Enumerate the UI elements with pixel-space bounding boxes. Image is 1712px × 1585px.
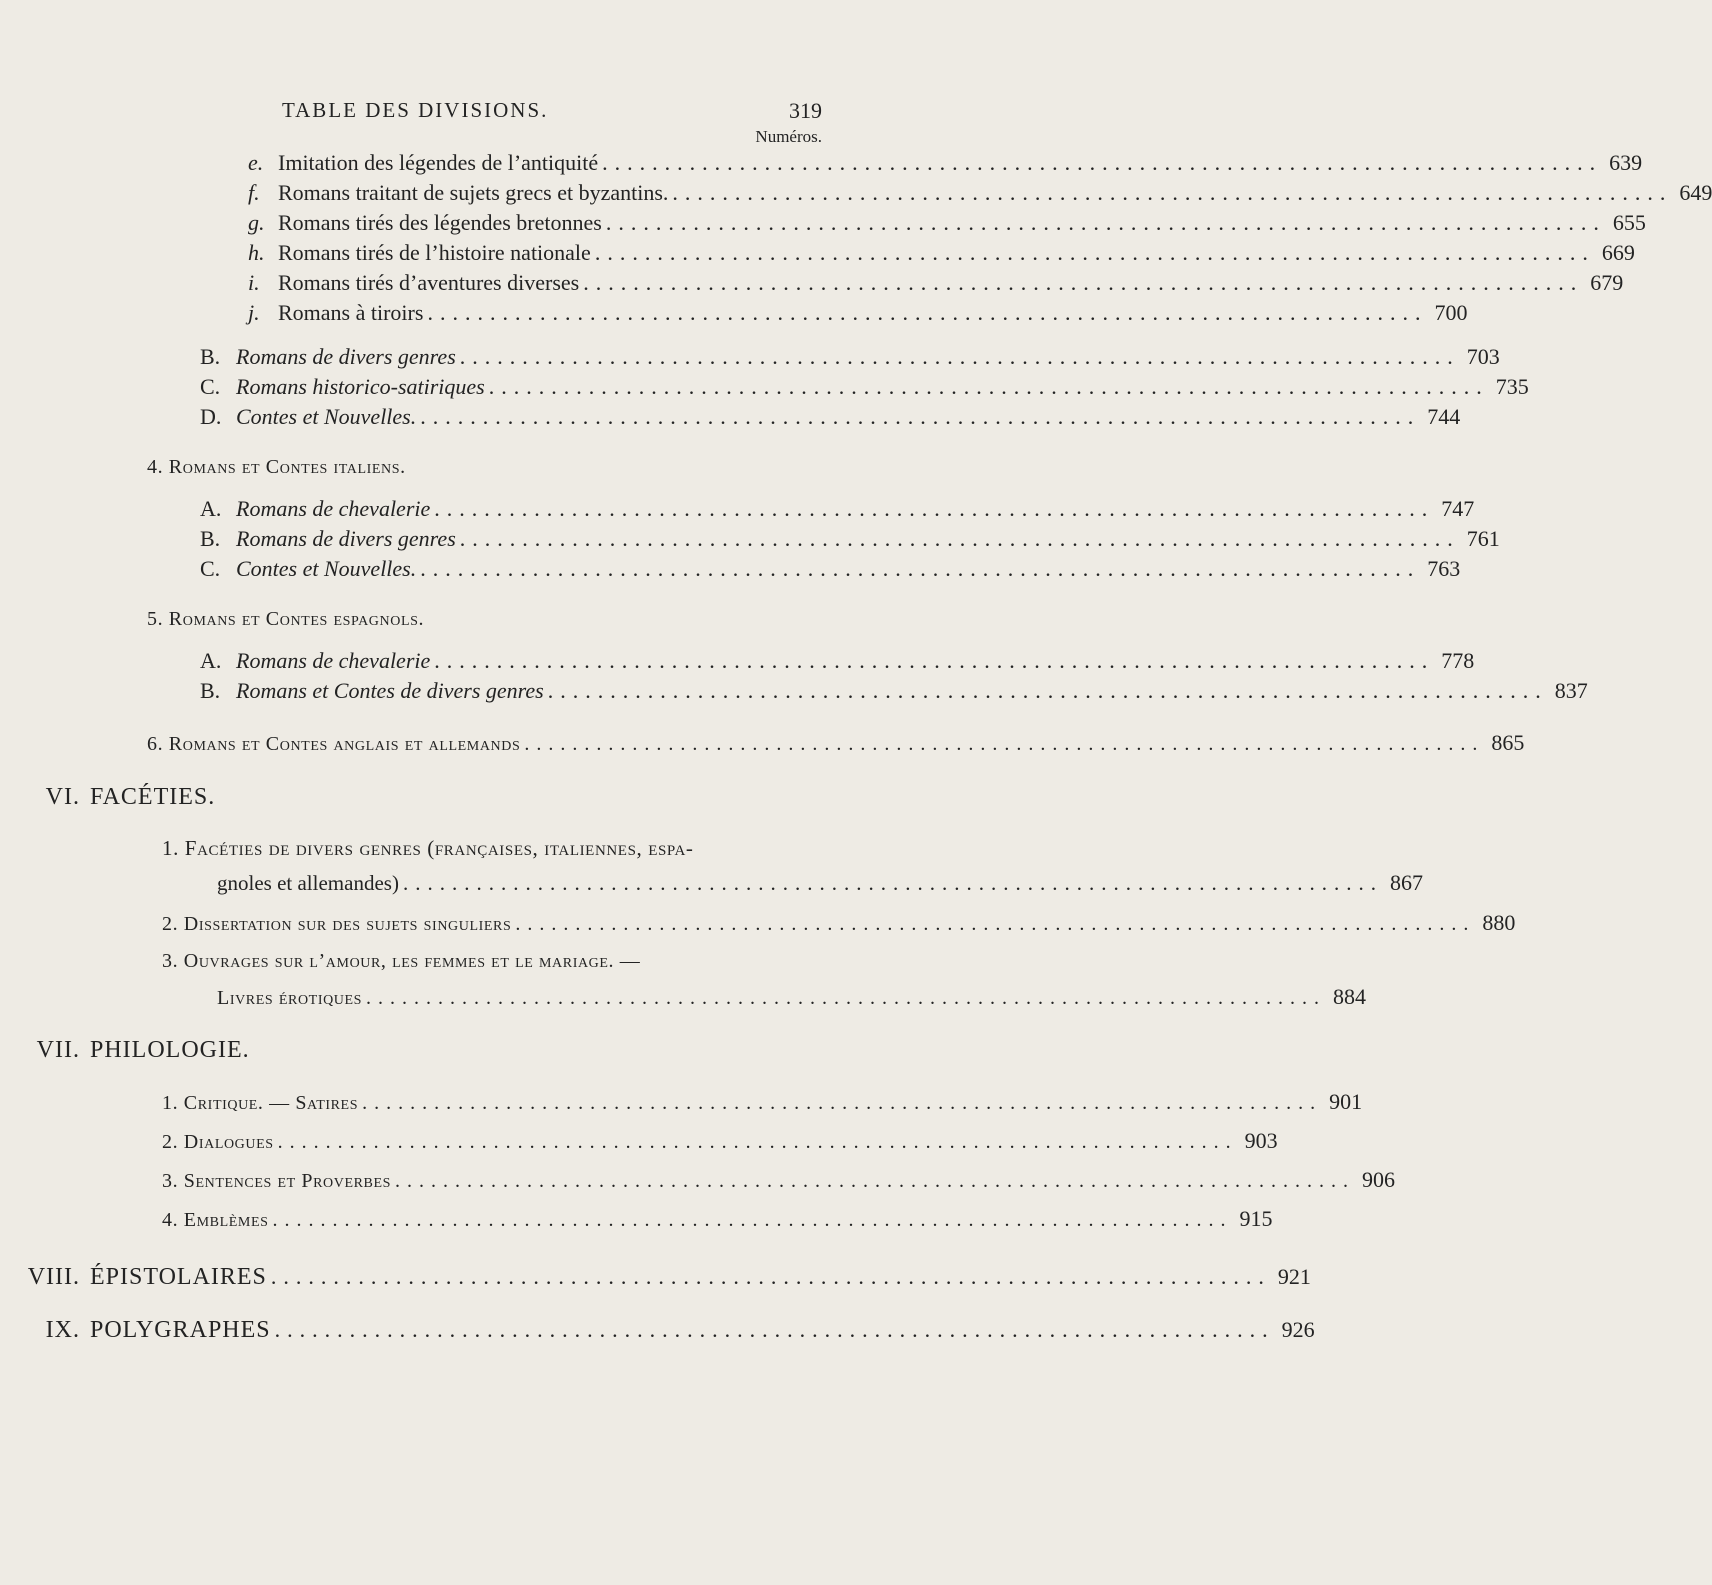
dot-leader: ................................................................................	[366, 987, 1327, 1009]
entry-label	[162, 950, 640, 973]
entry-label: Romans traitant de sujets grecs et byzantins.	[278, 180, 669, 205]
part-heading-label	[10, 1317, 271, 1344]
toc-entry	[248, 150, 1643, 176]
entry-marker: g.	[248, 210, 265, 235]
toc-entry	[248, 180, 1712, 206]
entry-marker: h.	[248, 240, 265, 265]
entry-number: 655	[1612, 210, 1646, 235]
entry-label: Romans et Contes de divers genres	[236, 678, 544, 703]
part-title: PHILOLOGIE.	[90, 1037, 250, 1063]
entry-label: Romans à tiroirs	[278, 300, 424, 325]
part-title: FACÉTIES.	[90, 784, 216, 810]
entry-label: Romans tirés de l’histoire nationale	[278, 240, 591, 265]
dot-leader: ................................................................................	[515, 913, 1476, 935]
entry-label: Contes et Nouvelles.	[236, 404, 417, 429]
toc-entry	[200, 648, 1475, 674]
dot-leader: ................................................................................	[420, 404, 1421, 429]
toc-entry	[200, 678, 1588, 704]
part-title: POLYGRAPHES	[90, 1317, 271, 1343]
part-numeral: VII.	[36, 1037, 80, 1063]
entry-number: 903	[1244, 1128, 1278, 1153]
entry-number: 669	[1601, 240, 1635, 265]
entry-marker: C.	[200, 556, 221, 581]
entry-label: Livres érotiques	[217, 987, 363, 1009]
entry-label: Romans tirés des légendes bretonnes	[278, 210, 602, 235]
toc-entry	[217, 984, 1367, 1010]
part-heading-label	[10, 1264, 267, 1291]
dot-leader: ................................................................................	[547, 678, 1548, 703]
dot-leader: ................................................................................	[272, 1209, 1233, 1231]
entry-number: 906	[1362, 1167, 1396, 1192]
dot-leader: ................................................................................	[459, 526, 1460, 551]
entry-number: 926	[1281, 1317, 1315, 1342]
entry-number: 880	[1482, 910, 1516, 935]
dot-leader: ................................................................................	[362, 1092, 1323, 1114]
entry-label: Imitation des légendes de l’antiquité	[278, 150, 599, 175]
entry-number: 763	[1427, 556, 1461, 581]
toc-entry	[200, 374, 1529, 400]
dot-leader: ................................................................................	[488, 374, 1489, 399]
entry-label-line: 1. Facéties de divers genres (françaises, italiennes, espa-	[162, 836, 694, 860]
page-header-title: TABLE DES DIVISIONS.	[282, 98, 549, 122]
entry-number: 747	[1441, 496, 1475, 521]
dot-leader: ................................................................................	[395, 1170, 1356, 1192]
entry-marker: e.	[248, 150, 264, 175]
dot-leader: ................................................................................	[605, 210, 1606, 235]
toc-entry	[162, 1167, 1396, 1193]
entry-number: 915	[1239, 1206, 1273, 1231]
entry-number: 921	[1277, 1264, 1311, 1289]
entry-label: 3. Sentences et Proverbes	[162, 1170, 392, 1192]
dot-leader: ................................................................................	[672, 180, 1673, 205]
dot-leader: ................................................................................	[270, 1264, 1271, 1289]
entry-number: 679	[1590, 270, 1624, 295]
entry-marker: f.	[248, 180, 260, 205]
toc-entry	[217, 870, 1423, 896]
entry-number: 837	[1554, 678, 1588, 703]
dot-leader: ................................................................................	[434, 496, 1435, 521]
dot-leader: ................................................................................	[277, 1131, 1238, 1153]
dot-leader: ................................................................................	[420, 556, 1421, 581]
part-title: ÉPISTOLAIRES	[90, 1264, 267, 1290]
toc-entry	[162, 910, 1516, 936]
entry-marker: A.	[200, 496, 222, 521]
entry-label	[162, 836, 694, 861]
part-heading	[10, 1037, 250, 1064]
dot-leader: ................................................................................	[602, 150, 1603, 175]
entry-marker: B.	[200, 678, 221, 703]
part-numeral: IX.	[45, 1317, 80, 1343]
entry-label: Romans tirés d’aventures diverses	[278, 270, 580, 295]
entry-marker: D.	[200, 404, 222, 429]
part-heading	[10, 1317, 1315, 1344]
toc-entry	[162, 1089, 1363, 1115]
entry-label: 2. Dialogues	[162, 1131, 274, 1153]
entry-marker: j.	[248, 300, 260, 325]
dot-leader: ................................................................................	[434, 648, 1435, 673]
toc-entry	[200, 404, 1461, 430]
dot-leader: ................................................................................	[427, 300, 1428, 325]
entry-label: Romans de chevalerie	[236, 496, 431, 521]
toc-entry	[248, 240, 1635, 266]
part-numeral: VI.	[45, 784, 80, 810]
toc-entry	[162, 1206, 1273, 1232]
entry-number: 761	[1466, 526, 1500, 551]
dot-leader: ................................................................................	[594, 240, 1595, 265]
entry-number: 703	[1466, 344, 1500, 369]
entry-label: Romans de divers genres	[236, 526, 456, 551]
entry-marker: i.	[248, 270, 260, 295]
dot-leader: ................................................................................	[274, 1317, 1275, 1342]
entry-number: 867	[1389, 870, 1423, 895]
entry-label: 4. Emblèmes	[162, 1209, 269, 1231]
dot-leader: ................................................................................	[524, 733, 1485, 755]
entry-label: 2. Dissertation sur des sujets singuliers	[162, 913, 512, 935]
entry-number: 639	[1609, 150, 1643, 175]
entry-label: 1. Critique. — Satires	[162, 1092, 359, 1114]
dot-leader: ................................................................................	[583, 270, 1584, 295]
entry-number: 649	[1679, 180, 1712, 205]
entry-marker: A.	[200, 648, 222, 673]
entry-label: Romans de chevalerie	[236, 648, 431, 673]
column-label: Numéros.	[755, 127, 822, 146]
entry-label: Romans de divers genres	[236, 344, 456, 369]
entry-label: 6. Romans et Contes anglais et allemands	[147, 733, 521, 755]
toc-entry	[200, 526, 1500, 552]
part-numeral: VIII.	[27, 1264, 80, 1290]
toc-entry	[147, 730, 1525, 756]
entry-number: 865	[1491, 730, 1525, 755]
entry-marker: B.	[200, 526, 221, 551]
toc-entry	[162, 1128, 1278, 1154]
toc-entry	[200, 344, 1500, 370]
entry-label-line: 3. Ouvrages sur l’amour, les femmes et le mariage. —	[162, 950, 641, 972]
entry-number: 744	[1427, 404, 1461, 429]
entry-label: Contes et Nouvelles.	[236, 556, 417, 581]
entry-number: 735	[1495, 374, 1529, 399]
entry-label: Romans historico-satiriques	[236, 374, 485, 399]
toc-entry	[248, 270, 1624, 296]
entry-label: gnoles et allemandes)	[217, 871, 399, 895]
entry-number: 884	[1333, 984, 1367, 1009]
section-heading: 4. Romans et Contes italiens.	[147, 456, 406, 478]
toc-entry	[200, 496, 1475, 522]
section-heading: 5. Romans et Contes espagnols.	[147, 608, 425, 630]
page-number: 319	[789, 98, 822, 123]
toc-entry	[200, 556, 1461, 582]
dot-leader: ................................................................................	[402, 871, 1383, 895]
entry-number: 901	[1329, 1089, 1363, 1114]
toc-entry	[248, 300, 1468, 326]
entry-marker: C.	[200, 374, 221, 399]
entry-marker: B.	[200, 344, 221, 369]
part-heading	[10, 784, 215, 811]
entry-number: 778	[1441, 648, 1475, 673]
dot-leader: ................................................................................	[459, 344, 1460, 369]
entry-number: 700	[1434, 300, 1468, 325]
toc-entry	[248, 210, 1646, 236]
part-heading	[10, 1264, 1311, 1291]
